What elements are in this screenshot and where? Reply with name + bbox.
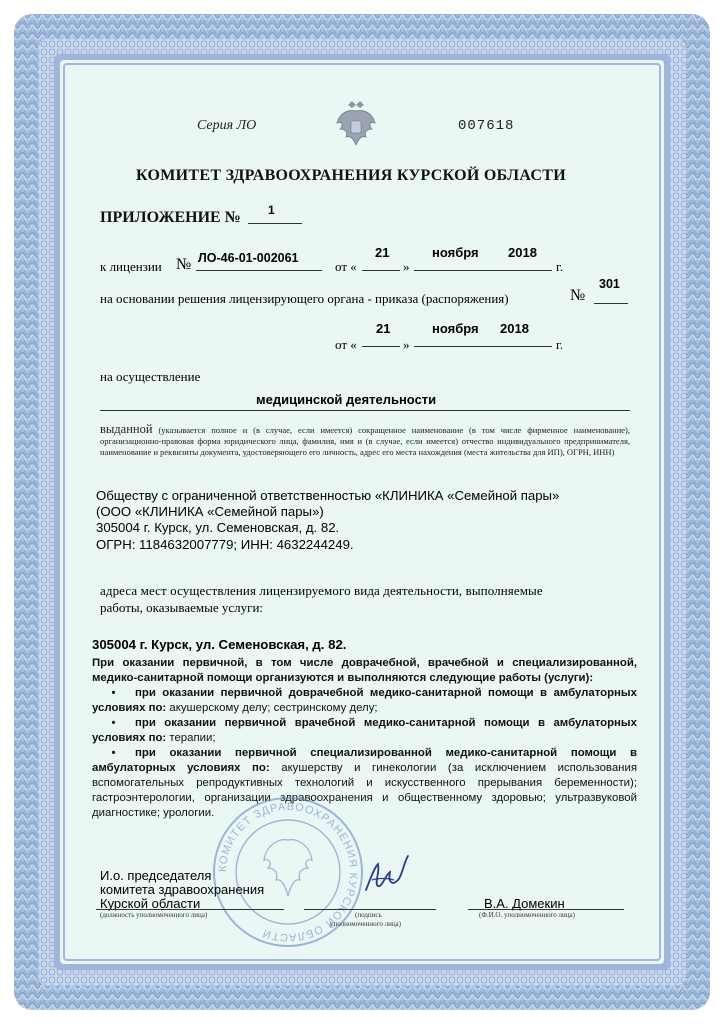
license-day: 21	[375, 245, 390, 260]
license-g: г.	[556, 259, 564, 274]
basis-from: от «	[335, 337, 357, 352]
org-line-2: (ООО «КЛИНИКА «Семейной пары»)	[96, 504, 324, 519]
basis-month: ноября	[432, 321, 479, 336]
org-line-4: ОГРН: 1184632007779; ИНН: 4632244249.	[96, 537, 354, 552]
sign-caption-2: уполномоченного лица)	[330, 920, 401, 928]
basis-g: г.	[556, 337, 564, 352]
services-address: 305004 г. Курск, ул. Семеновская, д. 82.	[92, 637, 347, 652]
bullet-2	[92, 716, 637, 746]
bullet-2-rest: терапии;	[166, 732, 216, 744]
appendix-underline	[248, 223, 302, 224]
position-1: И.о. председателя	[100, 868, 212, 883]
signer-name: В.А. Домекин	[484, 896, 565, 911]
seal-stamp	[208, 792, 368, 952]
org-line-3: 305004 г. Курск, ул. Семеновская, д. 82.	[96, 520, 340, 535]
committee-title: КОМИТЕТ ЗДРАВООХРАНЕНИЯ КУРСКОЙ ОБЛАСТИ	[136, 167, 566, 184]
activity-underline	[100, 410, 630, 411]
order-number: 301	[599, 277, 620, 291]
license-day-line	[362, 270, 400, 271]
bullet-3-bold: при оказании первичной специализированной медико-санитарной помощи в амбулаторных условиях по:	[92, 747, 637, 774]
position-caption: (должность уполномоченного лица)	[100, 911, 208, 919]
services-intro: При оказании первичной, в том числе доврачебной, врачебной и специализированной, медико-санитарной помощи организуются и выполняются следующие работы (услуги):	[92, 657, 637, 684]
bullet-1	[92, 686, 637, 716]
license-prefix: к лицензии	[100, 259, 162, 274]
addresses-label-2: работы, оказываемые услуги:	[100, 600, 264, 615]
basis-date-line	[414, 346, 552, 347]
license-from: от «	[335, 259, 357, 274]
license-no: №	[176, 256, 192, 273]
bullet-3-rest: акушерству и гинекологии (за исключением использования вспомогательных репродуктивных технологий и искусственного прерывания беременности); гастроэнтерологии, организации здравоохранения и общественному здоровью; ультразвуковой диагностике; урологии.	[92, 762, 637, 819]
emblem-icon	[334, 99, 378, 149]
order-underline	[594, 303, 628, 304]
license-mid: »	[403, 259, 410, 274]
basis-day-line	[362, 346, 400, 347]
issued-label: выданной	[100, 422, 153, 436]
sign-caption-1: (подпись	[355, 911, 382, 919]
license-number: ЛО-46-01-002061	[198, 251, 299, 265]
position-3: Курской области	[100, 896, 201, 911]
addresses-label-1: адреса мест осуществления лицензируемого вида деятельности, выполняемые	[100, 583, 543, 598]
form-number: 007618	[458, 118, 515, 134]
appendix-label: ПРИЛОЖЕНИЕ №	[100, 209, 241, 226]
license-year: 2018	[508, 245, 537, 260]
license-underline	[196, 270, 322, 271]
position-underline	[96, 909, 284, 910]
bullet-2-bold: при оказании первичной врачебной медико-санитарной помощи в амбулаторных условиях по:	[92, 717, 637, 744]
position-2: комитета здравоохранения	[100, 882, 265, 897]
series-label: Серия ЛО	[197, 118, 257, 133]
basis-mid: »	[403, 337, 410, 352]
name-caption: (Ф.И.О. уполномоченного лица)	[479, 911, 575, 919]
issued-note	[100, 424, 630, 458]
sign-underline	[304, 909, 436, 910]
org-line-1: Обществу с ограниченной ответственностью «КЛИНИКА «Семейной пары»	[96, 488, 560, 503]
license-month: ноября	[432, 245, 479, 260]
bullet-1-bold: при оказании первичной доврачебной медико-санитарной помощи в амбулаторных условиях по:	[92, 687, 637, 714]
signature-scribble	[360, 850, 420, 900]
issued-note-text: (указывается полное и (в случае, если имеется) сокращенное наименование (в том числе фирменное наименование), организационно-правовая форма юридического лица, фамилия, имя и (в случае, если имеется) отчество индивидуального предпринимателя, наименование и реквизиты документа, удостоверяющего его личность, адрес его места нахождения (места жительства для ИП), ОГРН, ИНН)	[100, 425, 630, 457]
activity-value: медицинской деятельности	[256, 392, 437, 407]
basis-day: 21	[376, 321, 391, 336]
appendix-number: 1	[268, 203, 275, 217]
license-date-line	[414, 270, 552, 271]
activity-label: на осуществление	[100, 369, 201, 384]
basis-year: 2018	[500, 321, 529, 336]
svg-text:КОМИТЕТ ЗДРАВООХРАНЕНИЯ КУРСКО: КОМИТЕТ ЗДРАВООХРАНЕНИЯ КУРСКОЙ ОБЛАСТИ	[216, 800, 360, 944]
bullet-1-rest: акушерскому делу; сестринскому делу;	[166, 702, 378, 714]
name-underline	[468, 909, 624, 910]
basis-no: №	[570, 287, 586, 304]
basis-text: на основании решения лицензирующего органа - приказа (распоряжения)	[100, 291, 509, 306]
